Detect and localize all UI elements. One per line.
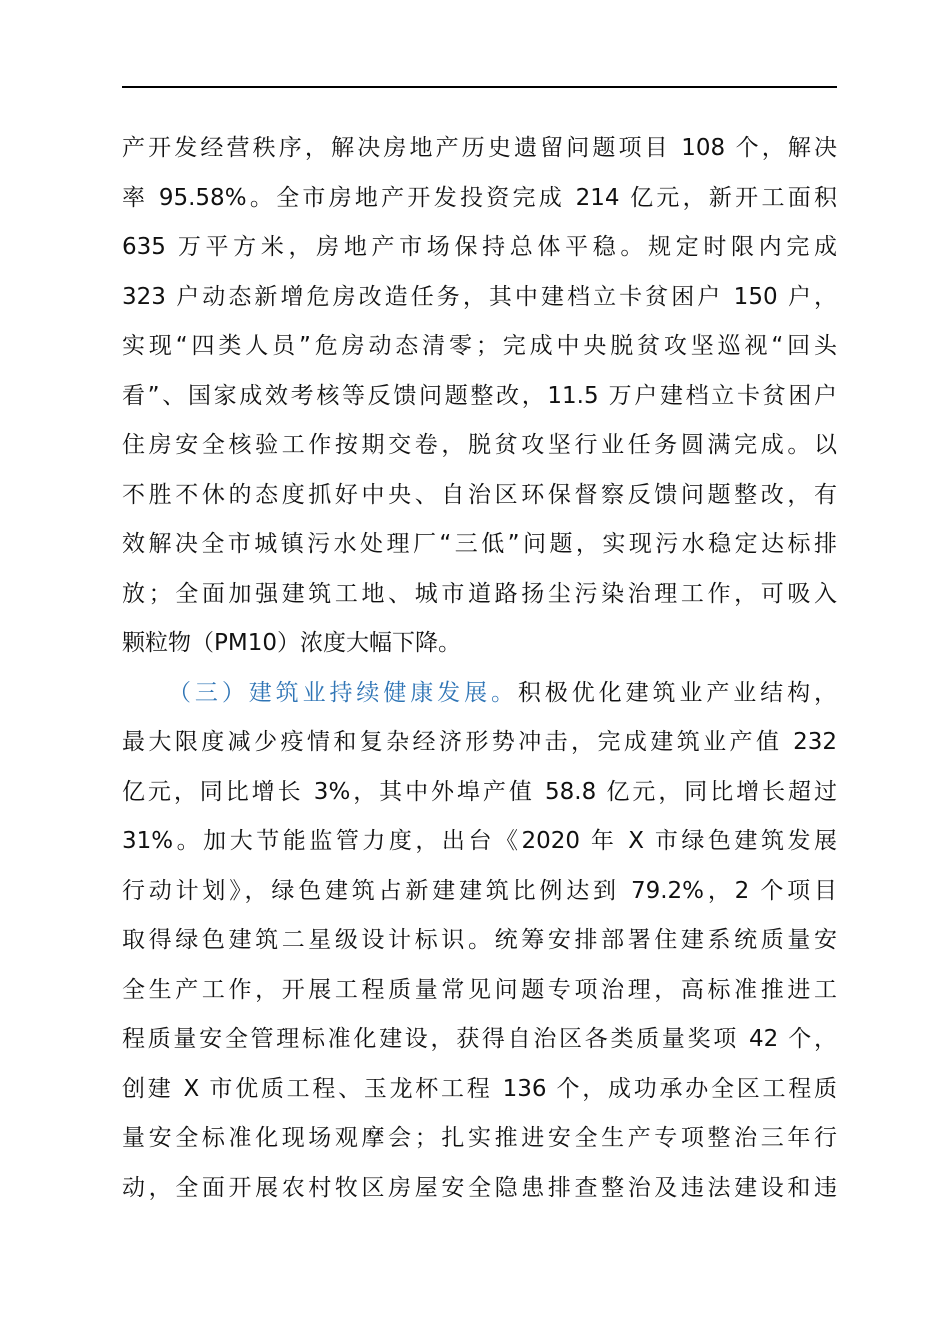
text-line: 颗粒物（PM10）浓度大幅下降。 xyxy=(122,630,461,656)
text-line: 取得绿色建筑二星级设计标识。统筹安排部署住建系统质量安 xyxy=(122,927,837,953)
text-line: 看”、国家成效考核等反馈问题整改，11.5 万户建档立卡贫困户 xyxy=(122,382,837,409)
paragraph-housing xyxy=(122,124,837,669)
text-line: 住房安全核验工作按期交卷，脱贫攻坚行业任务圆满完成。以 xyxy=(122,432,837,458)
section-heading: （三）建筑业持续健康发展。 xyxy=(168,679,518,706)
paragraph-construction xyxy=(122,669,837,1214)
text-line: 不胜不休的态度抓好中央、自治区环保督察反馈问题整改，有 xyxy=(122,481,837,508)
text-line: 量安全标准化现场观摩会；扎实推进安全生产专项整治三年行 xyxy=(122,1125,837,1151)
text-line: 323 户动态新增危房改造任务，其中建档立卡贫困户 150 户， xyxy=(122,283,837,310)
text-line: 动，全面开展农村牧区房屋安全隐患排查整治及违法建设和违 xyxy=(122,1174,837,1201)
text-line: 放；全面加强建筑工地、城市道路扬尘污染治理工作，可吸入 xyxy=(122,580,837,607)
text-line: 31%。加大节能监管力度，出台《2020 年 X 市绿色建筑发展 xyxy=(122,828,837,854)
section-heading-rest: 积极优化建筑业产业结构， xyxy=(517,679,837,706)
document-body xyxy=(122,124,837,1213)
text-line: 率 95.58%。全市房地产开发投资完成 214 亿元，新开工面积 xyxy=(122,184,837,211)
text-line: 亿元，同比增长 3%，其中外埠产值 58.8 亿元，同比增长超过 xyxy=(122,778,837,805)
text-line: 全生产工作，开展工程质量常见问题专项治理，高标准推进工 xyxy=(122,976,837,1003)
text-line: 效解决全市城镇污水处理厂“三低”问题，实现污水稳定达标排 xyxy=(122,531,837,557)
text-line: 创建 X 市优质工程、玉龙杯工程 136 个，成功承办全区工程质 xyxy=(122,1075,837,1102)
text-line: 程质量安全管理标准化建设，获得自治区各类质量奖项 42 个， xyxy=(122,1026,837,1052)
header-rule xyxy=(122,86,837,88)
text-line: 行动计划》，绿色建筑占新建建筑比例达到 79.2%，2 个项目 xyxy=(122,877,837,904)
text-line: 产开发经营秩序，解决房地产历史遗留问题项目 108 个，解决 xyxy=(122,135,837,161)
text-line: 实现“四类人员”危房动态清零；完成中央脱贫攻坚巡视“回头 xyxy=(122,333,837,359)
text-line: 635 万平方米，房地产市场保持总体平稳。规定时限内完成 xyxy=(122,234,837,260)
text-line: 最大限度减少疫情和复杂经济形势冲击，完成建筑业产值 232 xyxy=(122,729,837,755)
section-first-line xyxy=(122,669,837,719)
